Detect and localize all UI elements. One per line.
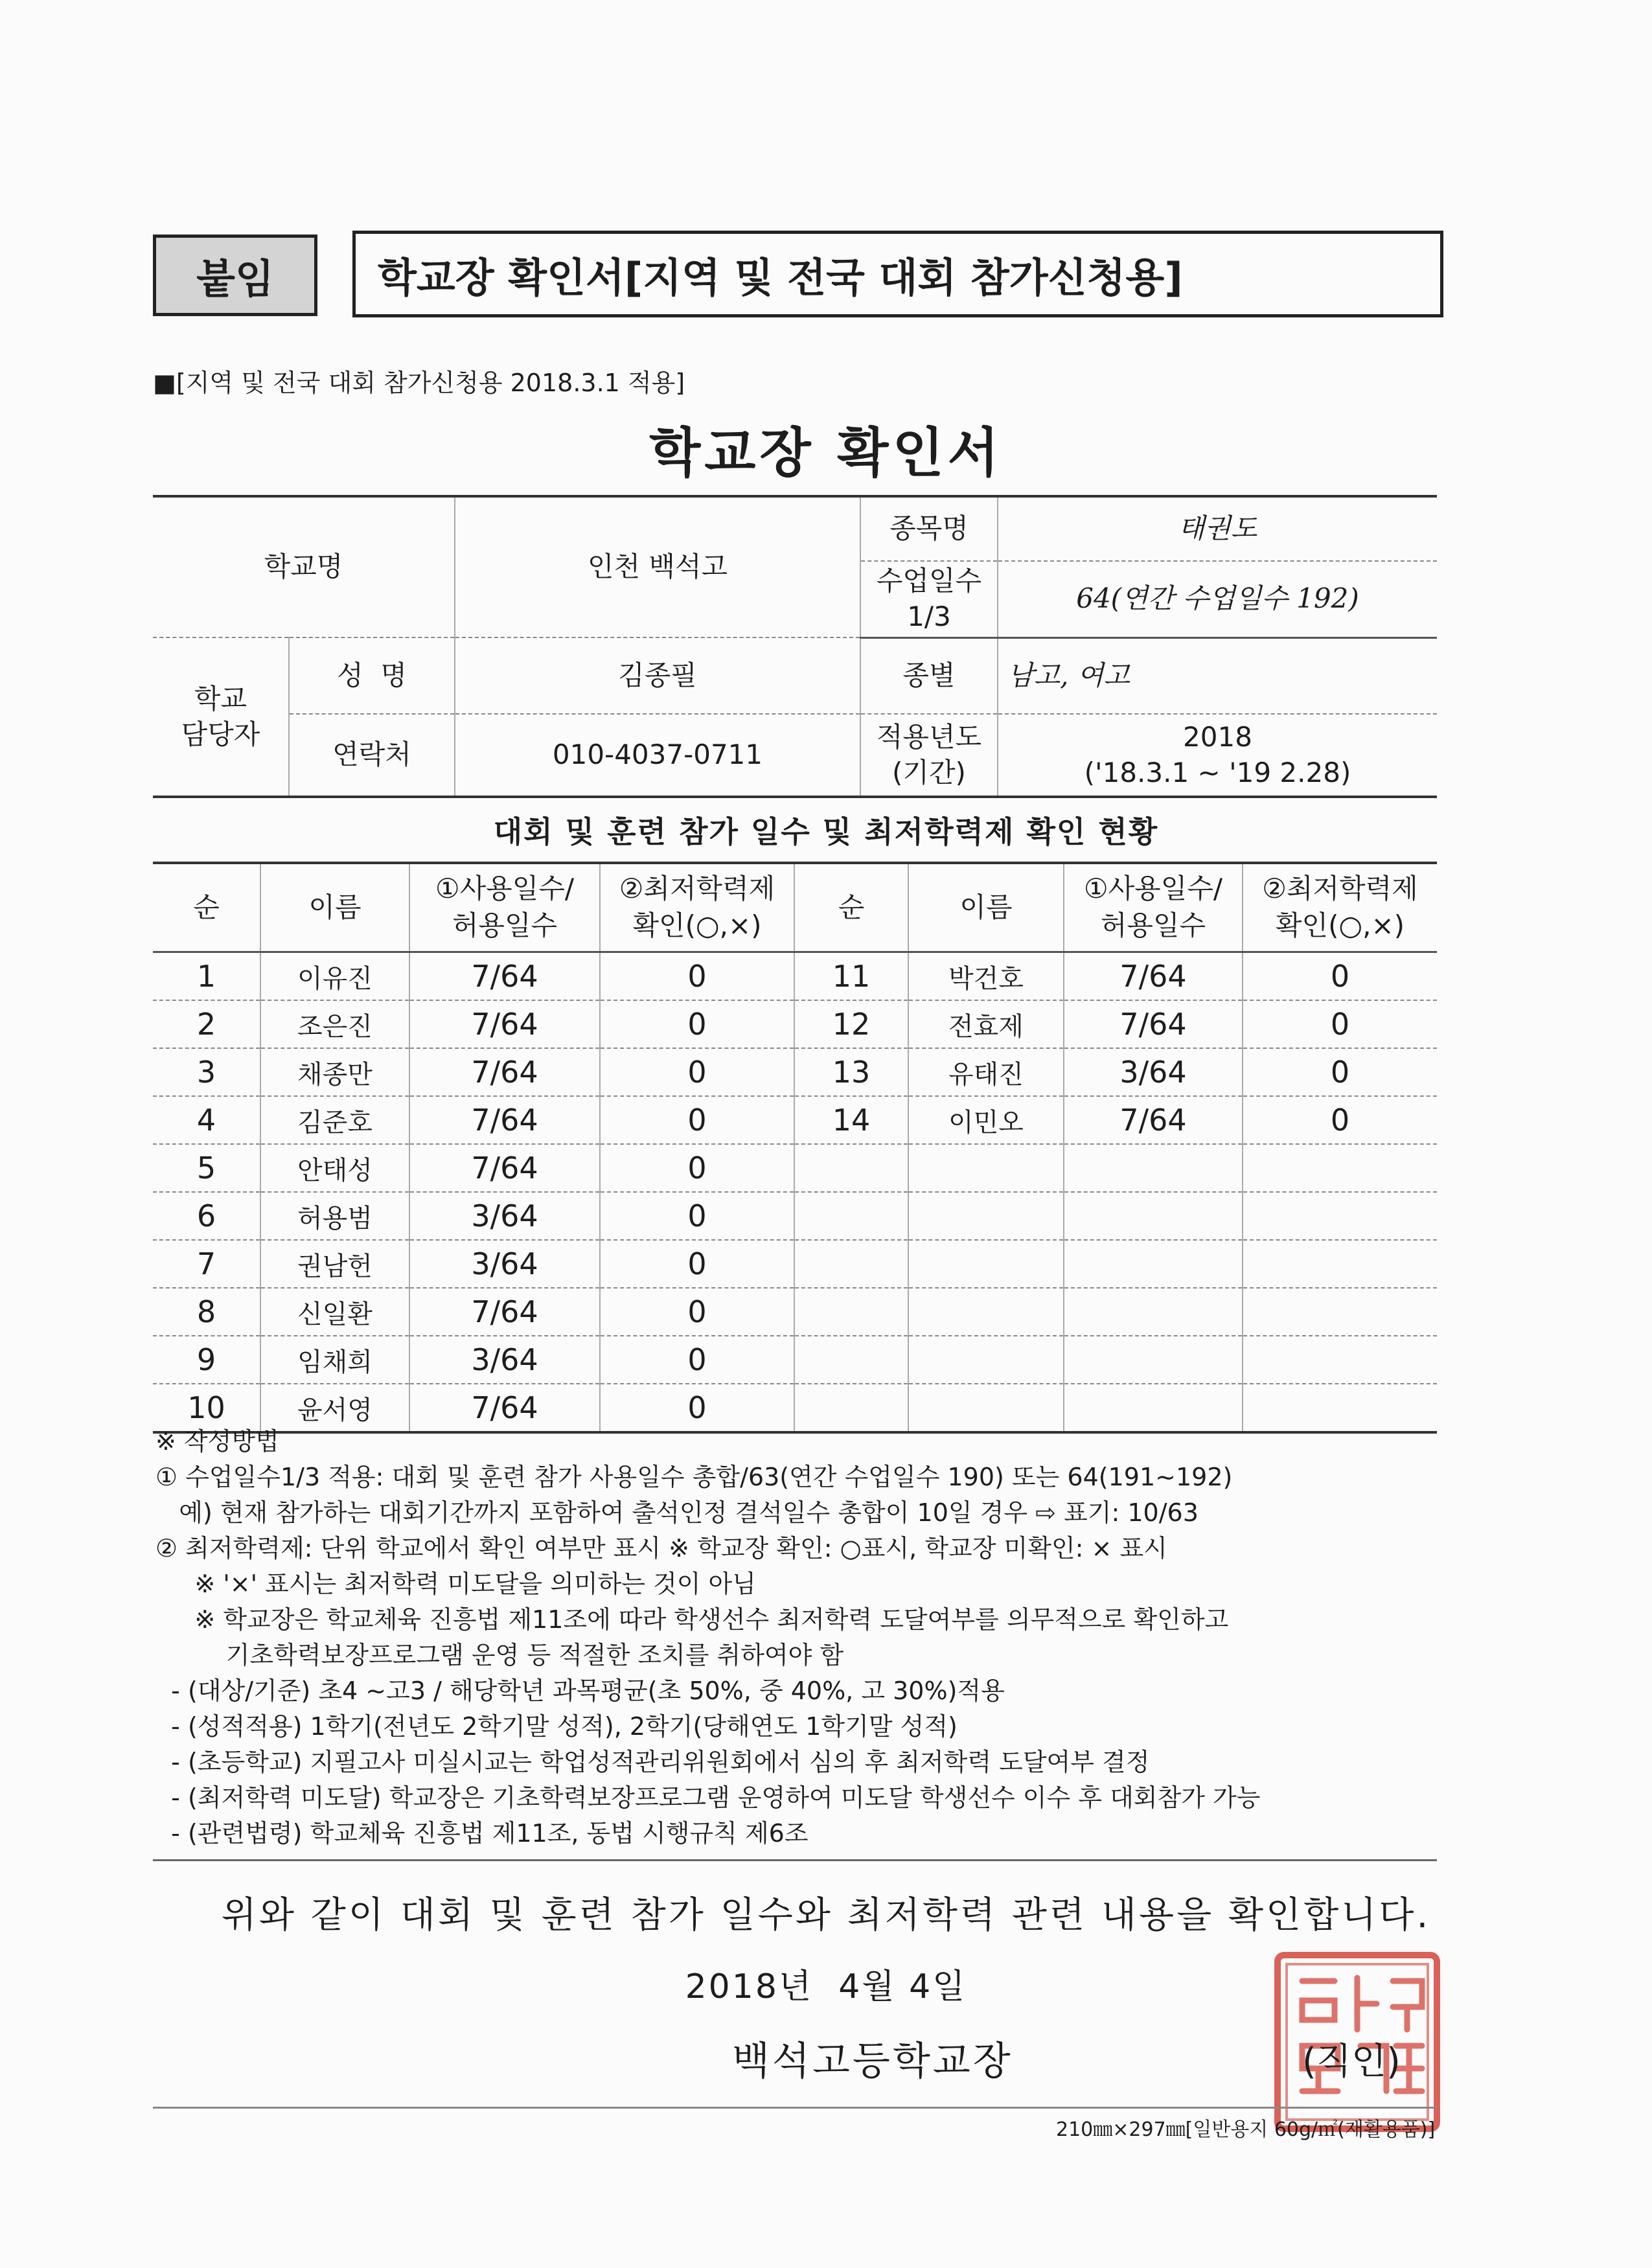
contact-value: 010-4037-0711 (455, 714, 860, 797)
col-name-right: 이름 (908, 863, 1064, 952)
check-cell: 0 (600, 1144, 794, 1192)
days-cell: 3/64 (1064, 1048, 1243, 1096)
instruction-line: ※ '×' 표시는 최저학력 미도달을 의미하는 것이 아님 (155, 1570, 756, 1598)
col-no-left: 순 (153, 863, 260, 952)
table-row (153, 1240, 1437, 1288)
table-row (153, 1000, 1437, 1048)
event-label: 종목명 (860, 496, 998, 561)
table-row (153, 952, 1437, 1001)
period-value: 2018 ('18.3.1 ~ '19 2.28) (998, 714, 1437, 797)
days-cell (1064, 1240, 1243, 1288)
check-cell (1243, 1336, 1437, 1384)
table-row (153, 1192, 1437, 1240)
school-label: 학교명 (153, 496, 455, 637)
check-cell: 0 (600, 1336, 794, 1384)
no-cell: 7 (153, 1240, 260, 1288)
no-cell (794, 1336, 908, 1384)
days-cell (1064, 1336, 1243, 1384)
check-cell: 0 (600, 1096, 794, 1144)
col-name-left: 이름 (260, 863, 409, 952)
days-cell: 7/64 (1064, 1000, 1243, 1048)
manager-label: 학교 담당자 (153, 637, 289, 797)
col-check-right: ②최저학력제 확인(○,×) (1243, 863, 1437, 952)
name-cell: 전효제 (908, 1000, 1064, 1048)
name-cell: 박건호 (908, 952, 1064, 1001)
check-cell (1243, 1192, 1437, 1240)
no-cell: 10 (153, 1384, 260, 1432)
no-cell (794, 1192, 908, 1240)
no-cell: 12 (794, 1000, 908, 1048)
check-cell: 0 (600, 1384, 794, 1432)
name-cell: 유태진 (908, 1048, 1064, 1096)
instruction-line: - (대상/기준) 초4 ~고3 / 해당학년 과목평균(초 50%, 중 40%, 고 30%)적용 (155, 1677, 1005, 1705)
info-table (153, 495, 1437, 798)
instruction-line: - (초등학교) 지필고사 미실시교는 학업성적관리위원회에서 심의 후 최저학력 도달여부 결정 (155, 1748, 1150, 1776)
check-cell: 0 (1243, 952, 1437, 1001)
no-cell: 1 (153, 952, 260, 1001)
table-row (153, 1336, 1437, 1384)
check-cell (1243, 1144, 1437, 1192)
no-cell: 9 (153, 1336, 260, 1384)
instruction-line: 예) 현재 참가하는 대회기간까지 포함하여 출석인정 결석일수 총합이 10일 경우 ⇨ 표기: 10/63 (155, 1498, 1199, 1527)
table-row (153, 1048, 1437, 1096)
contact-label: 연락처 (289, 714, 455, 797)
table-row (153, 1288, 1437, 1336)
name-cell (908, 1336, 1064, 1384)
period-label: 적용년도 (기간) (860, 714, 998, 797)
instruction-line: - (관련법령) 학교체육 진흥법 제11조, 동법 시행규칙 제6조 (155, 1819, 809, 1848)
class-days-label: 수업일수 1/3 (860, 561, 998, 637)
name-cell: 김준호 (260, 1096, 409, 1144)
days-cell: 7/64 (409, 1048, 600, 1096)
table-row (153, 1096, 1437, 1144)
instruction-line: 기초학력보장프로그램 운영 등 적절한 조치를 취하여야 함 (155, 1641, 844, 1669)
check-cell: 0 (600, 1288, 794, 1336)
days-cell: 7/64 (409, 1288, 600, 1336)
name-cell (908, 1288, 1064, 1336)
instructions-heading: ※ 작성방법 (155, 1427, 279, 1456)
no-cell: 8 (153, 1288, 260, 1336)
name-cell (908, 1144, 1064, 1192)
principal-title: 백석고등학교장 (732, 2039, 1013, 2084)
gender-value: 남고, 여고 (998, 637, 1437, 714)
event-value: 태권도 (998, 496, 1437, 561)
check-cell: 0 (1243, 1000, 1437, 1048)
name-cell: 임채희 (260, 1336, 409, 1384)
no-cell: 2 (153, 1000, 260, 1048)
days-cell: 3/64 (409, 1240, 600, 1288)
col-no-right: 순 (794, 863, 908, 952)
table-row (153, 1144, 1437, 1192)
name-cell: 윤서영 (260, 1384, 409, 1432)
days-cell: 7/64 (409, 1000, 600, 1048)
col-days-left: ①사용일수/ 허용일수 (409, 863, 600, 952)
days-cell (1064, 1192, 1243, 1240)
seal-label: (직인) (1302, 2041, 1401, 2083)
participation-table (153, 862, 1437, 1434)
instructions (155, 1424, 1451, 1851)
name-label: 성 명 (289, 637, 455, 714)
paper-spec: 210㎜×297㎜[일반용지 60g/㎡(재활용품)] (1056, 2118, 1436, 2141)
name-cell: 이유진 (260, 952, 409, 1001)
instruction-line: ② 최저학력제: 단위 학교에서 확인 여부만 표시 ※ 학교장 확인: ○표시, 학교장 미확인: × 표시 (155, 1534, 1167, 1563)
check-cell: 0 (600, 1192, 794, 1240)
name-cell: 채종만 (260, 1048, 409, 1096)
no-cell: 6 (153, 1192, 260, 1240)
section-title: 대회 및 훈련 참가 일수 및 최저학력제 확인 현황 (493, 814, 1159, 849)
class-days-value: 64(연간 수업일수 192) (998, 561, 1437, 637)
col-days-right: ①사용일수/ 허용일수 (1064, 863, 1243, 952)
name-cell: 이민오 (908, 1096, 1064, 1144)
gender-label: 종별 (860, 637, 998, 714)
instruction-line: ① 수업일수1/3 적용: 대회 및 훈련 참가 사용일수 총합/63(연간 수업일수 190) 또는 64(191~192) (155, 1463, 1233, 1491)
issue-date: 2018년 4월 4일 (685, 1967, 967, 2006)
no-cell: 11 (794, 952, 908, 1001)
check-cell: 0 (600, 1048, 794, 1096)
days-cell (1064, 1288, 1243, 1336)
name-cell (908, 1192, 1064, 1240)
days-cell: 7/64 (409, 1096, 600, 1144)
instruction-line: ※ 학교장은 학교체육 진흥법 제11조에 따라 학생선수 최저학력 도달여부를 의무적으로 확인하고 (155, 1605, 1229, 1634)
check-cell: 0 (600, 1240, 794, 1288)
days-cell: 7/64 (409, 1384, 600, 1432)
document-title: 학교장 확인서 (649, 422, 1003, 484)
no-cell (794, 1144, 908, 1192)
check-cell (1243, 1288, 1437, 1336)
check-cell: 0 (600, 952, 794, 1001)
no-cell: 3 (153, 1048, 260, 1096)
divider (153, 2107, 1437, 2109)
days-cell: 3/64 (409, 1192, 600, 1240)
no-cell (794, 1288, 908, 1336)
name-value: 김종필 (455, 637, 860, 714)
no-cell: 14 (794, 1096, 908, 1144)
no-cell: 4 (153, 1096, 260, 1144)
days-cell: 7/64 (1064, 952, 1243, 1001)
school-value: 인천 백석고 (455, 496, 860, 637)
check-cell: 0 (1243, 1096, 1437, 1144)
applicability-note: ■[지역 및 전국 대회 참가신청용 2018.3.1 적용] (153, 369, 685, 397)
check-cell: 0 (600, 1000, 794, 1048)
instruction-line: - (최저학력 미도달) 학교장은 기초학력보장프로그램 운영하여 미도달 학생선수 이수 후 대회참가 가능 (155, 1783, 1261, 1812)
no-cell: 5 (153, 1144, 260, 1192)
divider (153, 1859, 1437, 1861)
name-cell: 안태성 (260, 1144, 409, 1192)
no-cell: 13 (794, 1048, 908, 1096)
check-cell (1243, 1240, 1437, 1288)
attachment-tag: 붙임 (153, 235, 317, 316)
name-cell: 조은진 (260, 1000, 409, 1048)
name-cell (908, 1240, 1064, 1288)
days-cell (1064, 1144, 1243, 1192)
name-cell: 허용범 (260, 1192, 409, 1240)
days-cell: 7/64 (409, 1144, 600, 1192)
name-cell: 권남헌 (260, 1240, 409, 1288)
check-cell: 0 (1243, 1048, 1437, 1096)
no-cell (794, 1240, 908, 1288)
instruction-line: - (성적적용) 1학기(전년도 2학기말 성적), 2학기(당해연도 1학기말 성적) (155, 1712, 958, 1741)
header-title: 학교장 확인서[지역 및 전국 대회 참가신청용] (352, 231, 1443, 317)
col-check-left: ②최저학력제 확인(○,×) (600, 863, 794, 952)
name-cell: 신일환 (260, 1288, 409, 1336)
days-cell: 7/64 (1064, 1096, 1243, 1144)
days-cell: 3/64 (409, 1336, 600, 1384)
confirmation-statement: 위와 같이 대회 및 훈련 참가 일수와 최저학력 관련 내용을 확인합니다. (221, 1894, 1431, 1936)
days-cell: 7/64 (409, 952, 600, 1001)
